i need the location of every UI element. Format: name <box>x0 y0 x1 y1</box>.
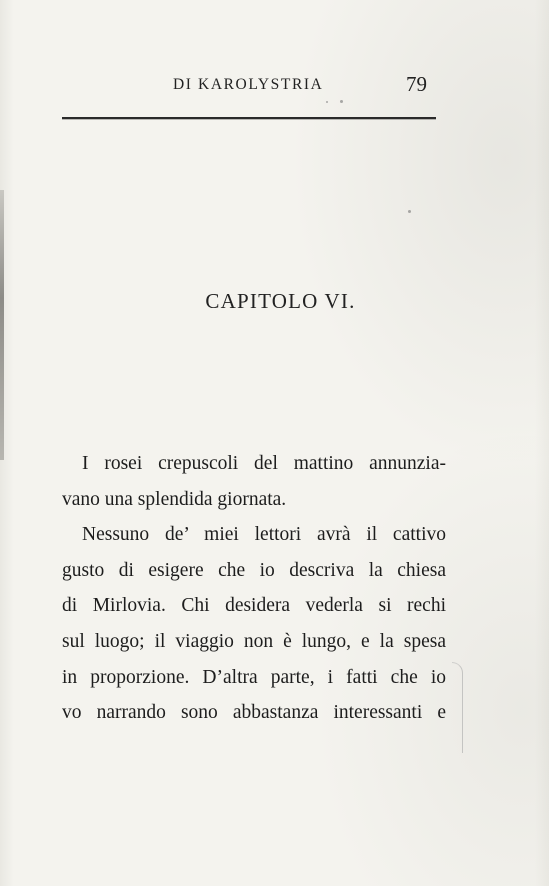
text-line: Nessuno de’ miei lettori avrà il cattivo <box>82 524 446 546</box>
page-edge-mark <box>452 662 463 753</box>
chapter-title: CAPITOLO VI. <box>205 289 356 313</box>
text-line: gusto di esigere che io descriva la chiesa <box>62 559 446 581</box>
header-rule <box>62 117 436 119</box>
binding-edge <box>0 190 4 460</box>
running-head: DI KAROLYSTRIA <box>173 76 324 93</box>
paper-speck <box>340 100 343 103</box>
paper-speck <box>408 210 411 213</box>
body-text <box>62 446 446 731</box>
text-line: in proporzione. D’altra parte, i fatti che io <box>62 666 446 688</box>
paper-speck <box>326 101 328 103</box>
text-line: di Mirlovia. Chi desidera vederla si rechi <box>62 595 446 617</box>
text-line: vo narrando sono abbastanza interessanti e <box>62 702 446 724</box>
text-line: I rosei crepuscoli del mattino annunzia- <box>82 453 446 474</box>
text-line: sul luogo; il viaggio non è lungo, e la spesa <box>62 630 446 652</box>
page-number: 79 <box>406 72 427 96</box>
text-line: vano una splendida giornata. <box>62 488 287 510</box>
